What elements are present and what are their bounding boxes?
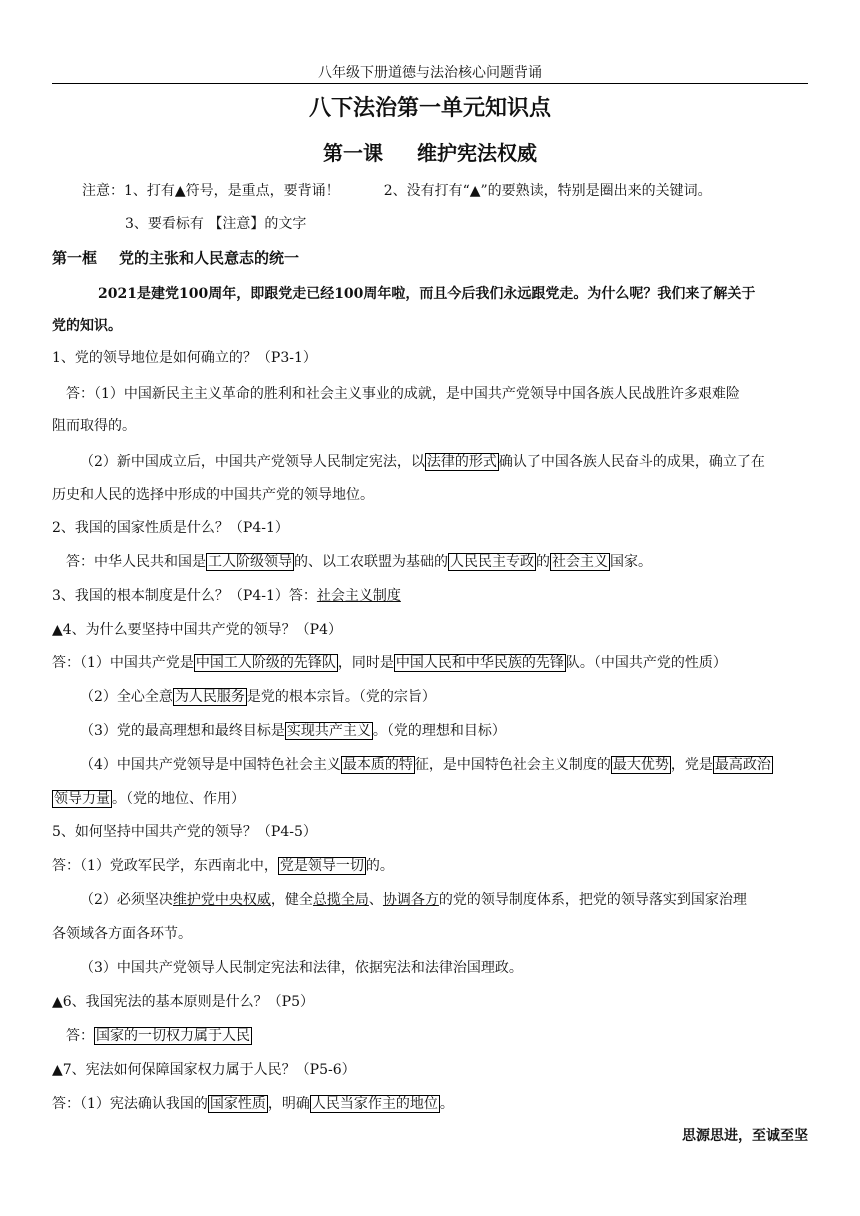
keyword-box: 国家的一切权力属于人民 [96,1028,250,1044]
keyword-underline: 协调各方 [382,892,439,908]
q7-answer-1: 答：（1）宪法确认我国的 国家性质 ，明确 人民当家作主的地位 。 [52,1096,454,1112]
keyword-box: 最大优势 [612,757,669,773]
question-5: 5、如何坚持中国共产党的领导？（P4-5） [52,824,317,840]
keyword-underline: 维护党中央权威 [172,892,271,908]
lesson-label: 第一课 [323,141,383,165]
q5-answer-1: 答：（1）党政军民学，东西南北中， 党是领导一切 的。 [52,858,394,874]
keyword-box: 领导力量 [54,791,110,807]
q5-answer-2-line-2: 各领域各方面各环节。 [52,926,192,942]
keyword-underline: 总揽全局 [312,892,369,908]
keyword-box: 最高政治 [714,757,771,773]
q4-answer-3: （3）党的最高理想和最终目标是 实现共产主义 。（党的理想和目标） [80,723,506,739]
keyword-box: 法律的形式 [426,454,497,470]
lesson-title [0,139,860,167]
doc-title: 八下法治第一单元知识点 [308,95,551,121]
q5-answer-2-line-1: （2）必须坚决维护党中央权威，健全总揽全局、协调各方的党的领导制度体系，把党的领导落实到国家治理 [80,892,747,908]
keyword-box: 国家性质 [209,1096,266,1112]
q4-answer-4-line-1: （4）中国共产党领导是中国特色社会主义 最本质的特 征，是中国特色社会主义制度的 最大优势 ，党是 最高政治 [80,757,771,773]
keyword-box: 实现共产主义 [286,723,371,739]
keyword-box: 为人民服务 [174,689,245,705]
page-footer-motto: 思源思进，至诚至坚 [682,1128,808,1144]
q1-answer-2-line-2: 历史和人民的选择中形成的中国共产党的领导地位。 [52,487,374,503]
question-4: ▲4、为什么要坚持中国共产党的领导？（P4） [52,622,342,638]
question-3: 3、我国的根本制度是什么？（P4-1）答：社会主义制度 [52,588,401,604]
intro-line-1: 2021是建党100周年，即跟党走已经100周年啦，而且今后我们永远跟党走。为什么呢？我们来了解关于 [98,286,756,302]
q4-answer-1: 答：（1）中国共产党是 中国工人阶级的先锋队 ，同时是 中国人民和中华民族的先锋 队。（中国共产党的性质） [52,655,727,671]
q4-answer-2: （2）全心全意 为人民服务 是党的根本宗旨。（党的宗旨） [80,689,436,705]
section-title: 第一框 党的主张和人民意志的统一 [52,249,300,267]
page-header: 八年级下册道德与法治核心问题背诵 [318,65,542,81]
keyword-box: 工人阶级领导 [208,554,292,570]
keyword-box: 人民当家作主的地位 [311,1096,438,1112]
q1-answer-2-line-1: （2）新中国成立后，中国共产党领导人民制定宪法，以 法律的形式 确认了中国各族人民奋斗的成果，确立了在 [80,454,765,470]
q6-answer: 答： 国家的一切权力属于人民 [66,1028,250,1044]
lesson-name: 维护宪法权威 [417,141,537,165]
keyword-box: 最本质的特 [342,757,413,773]
question-6: ▲6、我国宪法的基本原则是什么？（P5） [52,994,314,1010]
note-3: 3、要看标有 【注意】的文字 [125,216,307,232]
keyword-underline: 社会主义制度 [316,588,401,604]
q4-answer-4-line-2: 领导力量 。（党的地位、作用） [54,791,245,807]
keyword-box: 中国工人阶级的先锋队 [195,655,336,671]
q2-answer: 答：中华人民共和国是 工人阶级领导 的、以工农联盟为基础的 人民民主专政 的 社会主义 国家。 [66,554,652,570]
q5-answer-3: （3）中国共产党领导人民制定宪法和法律，依据宪法和法律治国理政。 [80,960,523,976]
q1-answer-1-line-1: 答：（1）中国新民主主义革命的胜利和社会主义事业的成就，是中国共产党领导中国各族人民战胜许多艰难险 [66,386,740,402]
keyword-box: 人民民主专政 [450,554,534,570]
keyword-box: 中国人民和中华民族的先锋 [395,655,564,671]
keyword-box: 社会主义 [552,554,608,570]
intro-line-2: 党的知识。 [52,318,122,334]
question-7: ▲7、宪法如何保障国家权力属于人民？（P5-6） [52,1062,356,1078]
question-1: 1、党的领导地位是如何确立的？（P3-1） [52,350,317,366]
question-2: 2、我国的国家性质是什么？（P4-1） [52,520,289,536]
header-rule [52,83,808,84]
keyword-box: 党是领导一切 [279,858,364,874]
note-1: 注意：1、打有▲符号，是重点，要背诵！ 2、没有打有“▲”的要熟读，特别是圈出来的关键词。 [82,183,712,199]
q1-answer-1-line-2: 阻而取得的。 [52,418,136,434]
